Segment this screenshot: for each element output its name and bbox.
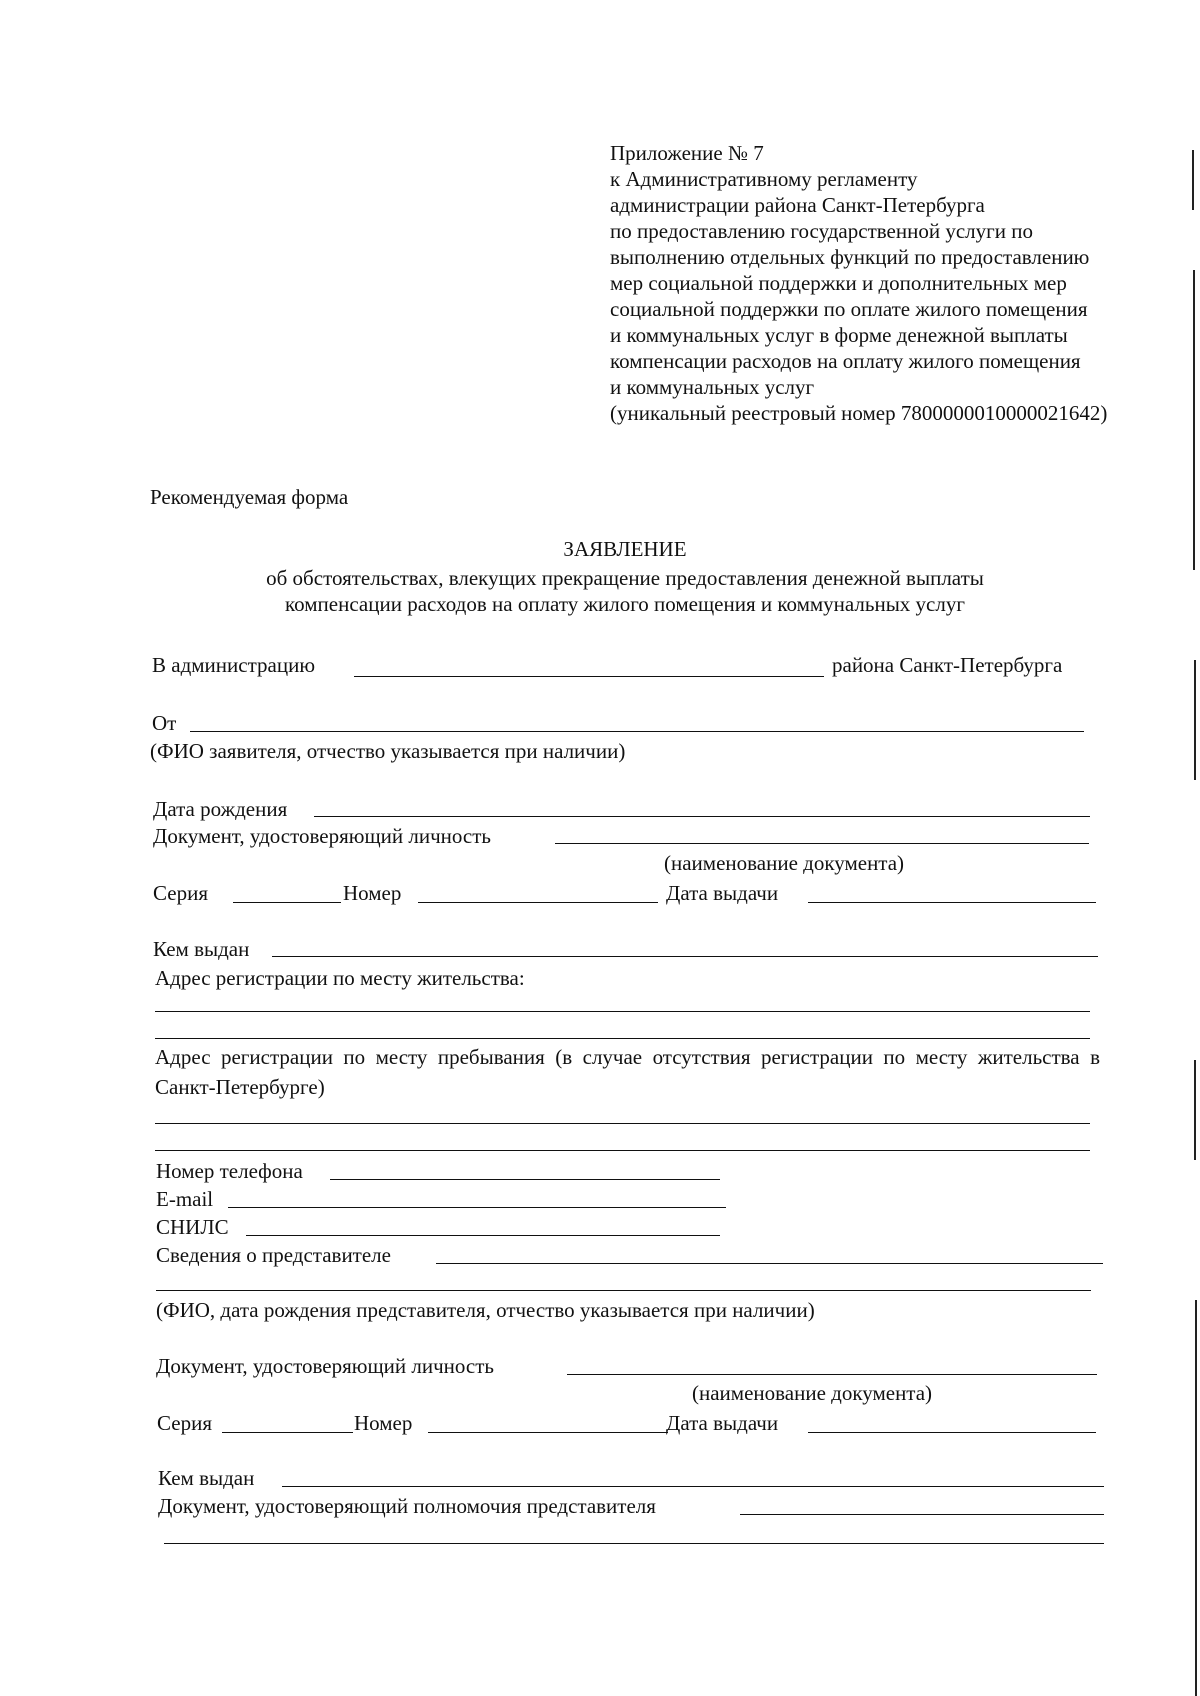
scan-edge-mark [1193,270,1195,570]
issue-date-field[interactable] [808,902,1096,903]
identity-doc-label: Документ, удостоверяющий личность [153,824,491,848]
rep-doc-name-hint: (наименование документа) [692,1381,933,1405]
birth-date-label: Дата рождения [153,797,288,821]
scan-edge-mark [1192,150,1194,210]
stay-address-field[interactable] [155,1123,1090,1124]
representative-hint: (ФИО, дата рождения представителя, отчество указывается при наличии) [156,1298,815,1322]
birth-date-field[interactable] [314,816,1090,817]
rep-number-label: Номер [354,1411,413,1435]
representative-info-field[interactable] [156,1290,1091,1291]
rep-identity-doc-label: Документ, удостоверяющий личность [156,1354,494,1378]
residence-address-label: Адрес регистрации по месту жительства: [155,966,525,990]
to-administration-label: В администрацию [152,653,316,677]
stay-address-label: Адрес регистрации по месту пребывания (в случае отсутствия регистрации по месту жительства в Санкт-Петербурге) [155,1045,1100,1099]
appendix-line: и коммунальных услуг в форме денежной выплаты [610,323,1068,347]
series-label: Серия [153,881,208,905]
form-subtitle: об обстоятельствах, влекущих прекращение предоставления денежной выплаты [266,566,984,590]
appendix-line: компенсации расходов на оплату жилого помещения [610,349,1081,373]
doc-name-hint: (наименование документа) [664,851,905,875]
applicant-name-field[interactable] [190,731,1084,732]
form-subtitle: компенсации расходов на оплату жилого помещения и коммунальных услуг [285,592,965,616]
email-field[interactable] [228,1207,726,1208]
appendix-line: мер социальной поддержки и дополнительных мер [610,271,1067,295]
rep-authority-doc-field[interactable] [164,1543,1104,1544]
from-label: От [152,711,177,735]
snils-field[interactable] [246,1235,720,1236]
appendix-line: и коммунальных услуг [610,375,815,399]
appendix-line: (уникальный реестровый номер 7800000010000021642) [610,401,1108,425]
appendix-line: администрации района Санкт-Петербурга [610,193,985,217]
recommended-form-label: Рекомендуемая форма [150,485,349,509]
identity-doc-field[interactable] [555,843,1089,844]
number-label: Номер [343,881,402,905]
rep-authority-doc-field[interactable] [740,1514,1104,1515]
representative-info-label: Сведения о представителе [156,1243,391,1267]
rep-issued-by-field[interactable] [282,1486,1104,1487]
phone-label: Номер телефона [156,1159,303,1183]
number-field[interactable] [418,902,658,903]
scan-edge-mark [1194,1060,1196,1160]
issue-date-label: Дата выдачи [666,881,779,905]
scan-edge-mark [1195,1300,1197,1696]
representative-info-field[interactable] [436,1263,1103,1264]
phone-field[interactable] [330,1179,720,1180]
rep-issue-date-label: Дата выдачи [666,1411,779,1435]
appendix-line: Приложение № 7 [610,141,764,165]
appendix-line: к Административному регламенту [610,167,918,191]
issued-by-field[interactable] [272,956,1098,957]
appendix-line: по предоставлению государственной услуги по [610,219,1033,243]
email-label: E-mail [156,1187,214,1211]
stay-address-field[interactable] [155,1150,1090,1151]
appendix-line: социальной поддержки по оплате жилого помещения [610,297,1088,321]
series-field[interactable] [233,902,341,903]
district-suffix-label: района Санкт-Петербурга [832,653,1063,677]
rep-authority-doc-label: Документ, удостоверяющий полномочия представителя [158,1494,656,1518]
rep-issue-date-field[interactable] [808,1432,1096,1433]
appendix-line: выполнению отдельных функций по предоставлению [610,245,1090,269]
rep-identity-doc-field[interactable] [567,1374,1097,1375]
administration-field[interactable] [354,676,824,677]
form-title: ЗАЯВЛЕНИЕ [563,537,687,561]
appendix-header [610,140,1107,426]
scan-edge-mark [1194,660,1196,780]
rep-issued-by-label: Кем выдан [158,1466,255,1490]
rep-number-field[interactable] [428,1432,668,1433]
rep-series-field[interactable] [222,1432,353,1433]
residence-address-field[interactable] [155,1011,1090,1012]
issued-by-label: Кем выдан [153,937,250,961]
snils-label: СНИЛС [156,1215,229,1239]
applicant-name-hint: (ФИО заявителя, отчество указывается при наличии) [150,739,626,763]
rep-series-label: Серия [157,1411,212,1435]
residence-address-field[interactable] [155,1038,1090,1039]
